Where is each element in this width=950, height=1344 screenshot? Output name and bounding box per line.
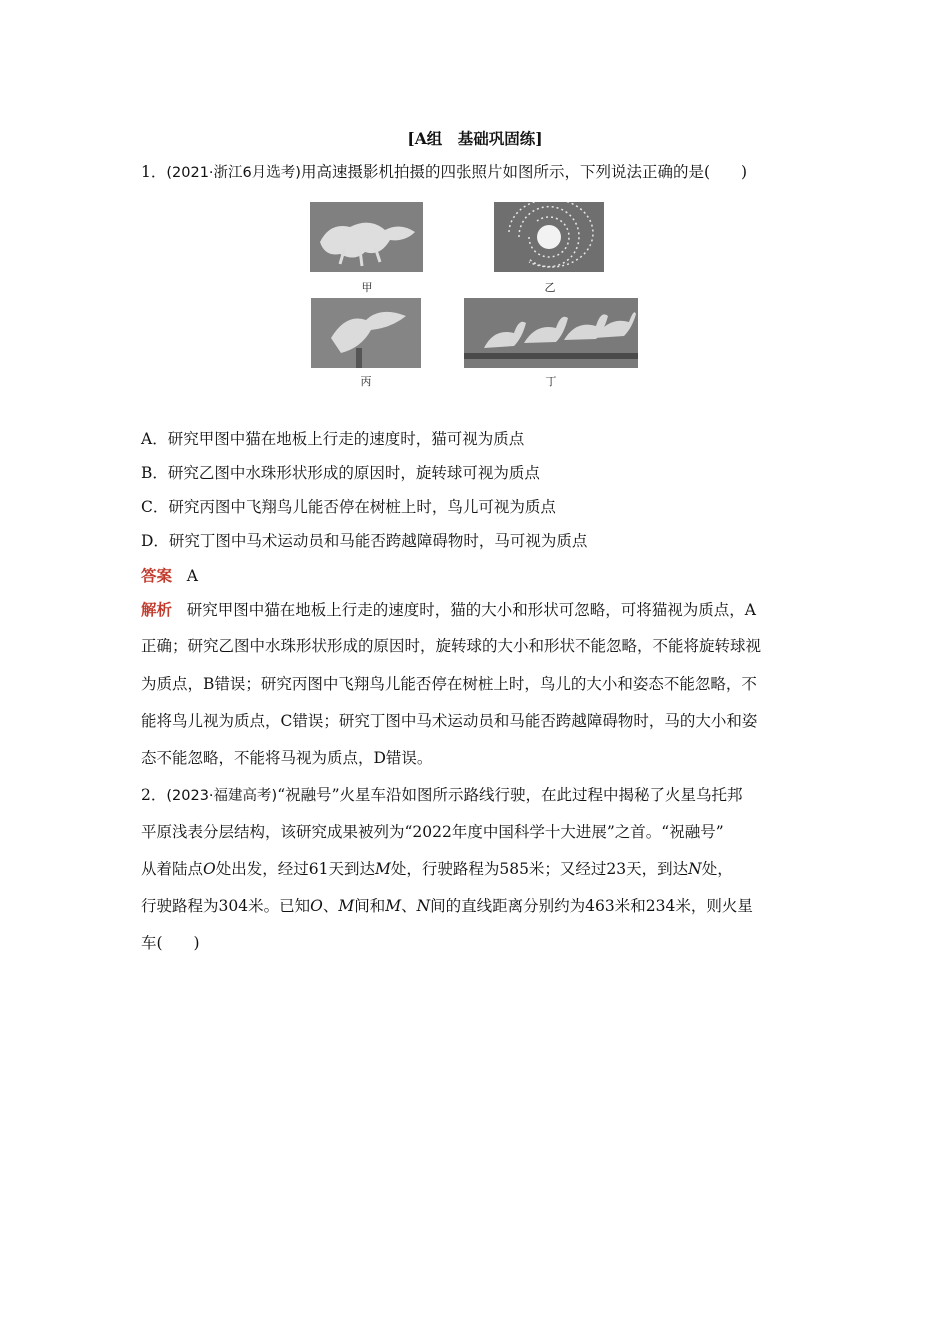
caption-jia: 甲 <box>361 281 373 294</box>
answer-row <box>141 566 198 586</box>
question-2-line-2: 平原浅表分层结构，该研究成果被列为“2022年度中国科学十大进展”之首。“祝融号” <box>141 823 724 841</box>
analysis-label: 解析 <box>141 601 173 619</box>
answer-value: A <box>186 567 198 585</box>
question-text: 用高速摄影机拍摄的四张照片如图所示，下列说法正确的是( ) <box>300 163 748 181</box>
option-c: C．研究丙图中飞翔鸟儿能否停在树桩上时，鸟儿可视为质点 <box>141 498 556 516</box>
analysis-line-1: 解析 研究甲图中猫在地板上行走的速度时，猫的大小和形状可忽略，可将猫视为质点，A <box>141 601 756 619</box>
question-2-line-3: 从着陆点O处出发，经过61天到达M处，行驶路程为585米；又经过23天，到达N处， <box>141 860 733 878</box>
question-source: (2021·浙江6月选考) <box>166 165 301 181</box>
photo-spinning-ball <box>494 202 604 272</box>
question-2-line-5: 车( ) <box>141 934 200 952</box>
option-d: D．研究丁图中马术运动员和马能否跨越障碍物时，马可视为质点 <box>141 532 588 550</box>
answer-label: 答案 <box>141 567 173 585</box>
analysis-line-3: 为质点，B错误；研究丙图中飞翔鸟儿能否停在树桩上时，鸟儿的大小和姿态不能忽略，不 <box>141 675 757 693</box>
analysis-line-5: 态不能忽略，不能将马视为质点，D错误。 <box>141 749 433 767</box>
var-o: O <box>203 860 216 878</box>
question-number: 1． <box>141 163 167 181</box>
question-number: 2． <box>141 786 167 804</box>
var-m: M <box>374 860 391 878</box>
photo-cat <box>310 202 423 272</box>
photo-bird <box>311 298 421 368</box>
question-2-line-1: 2．(2023·福建高考)“祝融号”火星车沿如图所示路线行驶，在此过程中揭秘了火星乌托邦 <box>141 786 743 804</box>
analysis-line-4: 能将鸟儿视为质点，C错误；研究丁图中马术运动员和马能否跨越障碍物时，马的大小和姿 <box>141 712 758 730</box>
question-source: (2023·福建高考) <box>166 788 278 804</box>
section-title: [A组 基础巩固练] <box>407 129 543 148</box>
caption-ding: 丁 <box>545 375 557 388</box>
option-a: A．研究甲图中猫在地板上行走的速度时，猫可视为质点 <box>141 430 525 448</box>
caption-yi: 乙 <box>544 281 556 294</box>
var-n: N <box>688 860 702 878</box>
question-1-stem <box>141 162 747 183</box>
option-b: B．研究乙图中水珠形状形成的原因时，旋转球可视为质点 <box>141 464 540 482</box>
analysis-line-2: 正确；研究乙图中水珠形状形成的原因时，旋转球的大小和形状不能忽略，不能将旋转球视 <box>141 637 762 655</box>
photo-horse <box>464 298 638 368</box>
question-2-line-4: 行驶路程为304米。已知O、M间和M、N间的直线距离分别约为463米和234米，则火星 <box>141 897 753 915</box>
caption-bing: 丙 <box>360 375 372 388</box>
